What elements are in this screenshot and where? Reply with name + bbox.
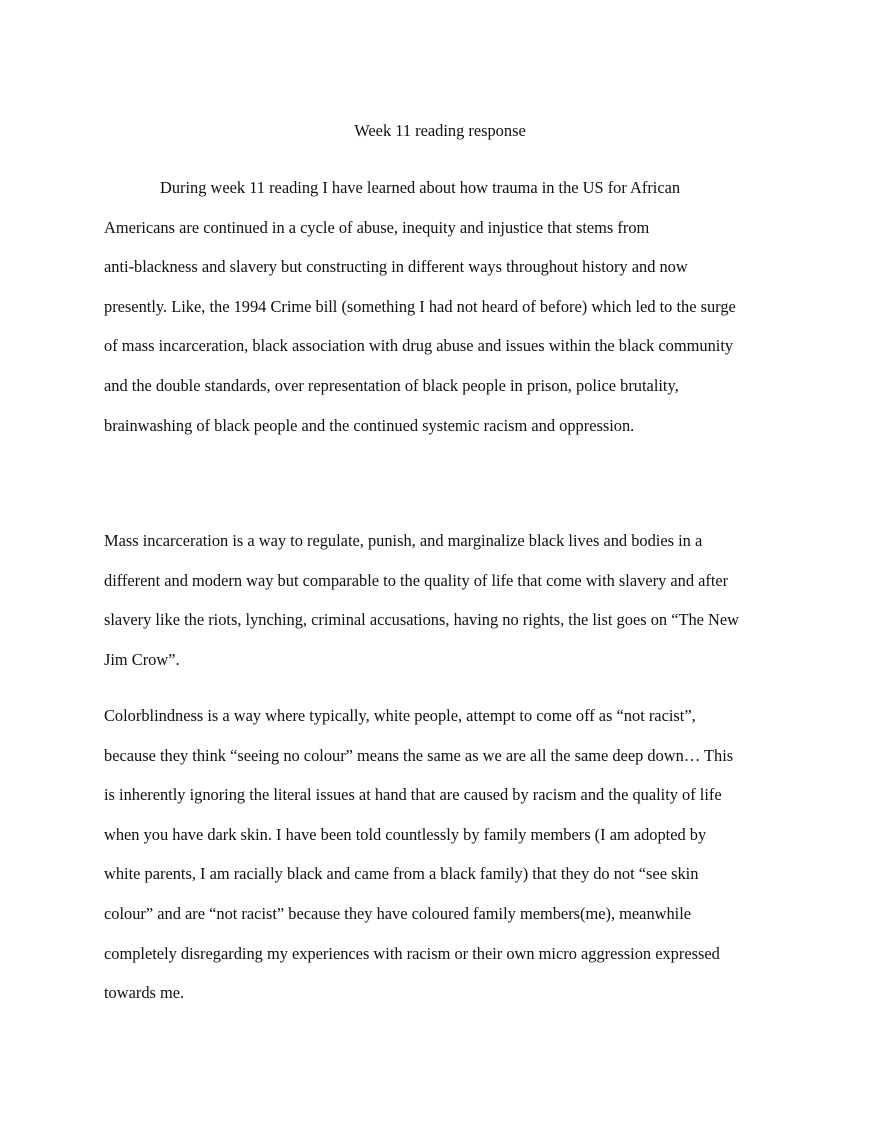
paragraph-line: Jim Crow”.	[104, 649, 180, 669]
paragraph-line: of mass incarceration, black association with drug abuse and issues within the black community	[104, 336, 734, 356]
paragraph-line: and the double standards, over representation of black people in prison, police brutality,	[104, 375, 679, 395]
paragraph-line: different and modern way but comparable to the quality of life that come with slavery and after	[104, 570, 729, 590]
paragraph-line: anti-blackness and slavery but constructing in different ways throughout history and now	[104, 257, 688, 277]
paragraph-line: because they think “seeing no colour” means the same as we are all the same deep down… This	[104, 745, 734, 765]
paragraph-line: Colorblindness is a way where typically, white people, attempt to come off as “not racist”,	[104, 706, 696, 725]
paragraph-week11-learning	[104, 178, 784, 455]
paragraph-colorblindness	[104, 706, 784, 1023]
paragraph-line: towards me.	[104, 983, 185, 1003]
paragraph-line: is inherently ignoring the literal issues at hand that are caused by racism and the quality of life	[104, 785, 722, 805]
paragraph-line: During week 11 reading I have learned about how trauma in the US for African	[160, 178, 681, 197]
paragraph-line: Mass incarceration is a way to regulate, punish, and marginalize black lives and bodies in a	[104, 531, 703, 550]
paragraph-line: completely disregarding my experiences with racism or their own micro aggression expressed	[104, 943, 720, 963]
paragraph-line: presently. Like, the 1994 Crime bill (something I had not heard of before) which led to the surge	[104, 296, 736, 316]
paragraph-line: brainwashing of black people and the continued systemic racism and oppression.	[104, 415, 635, 435]
paragraph-line: white parents, I am racially black and came from a black family) that they do not “see skin	[104, 864, 699, 884]
paragraph-line: colour” and are “not racist” because they have coloured family members(me), meanwhile	[104, 903, 692, 923]
paragraph-mass-incarceration	[104, 531, 784, 689]
paragraph-line: slavery like the riots, lynching, criminal accusations, having no rights, the list goes on “The New	[104, 610, 739, 630]
paragraph-line: when you have dark skin. I have been told countlessly by family members (I am adopted by	[104, 824, 707, 844]
paragraph-line: Americans are continued in a cycle of abuse, inequity and injustice that stems from	[104, 217, 650, 237]
document-title: Week 11 reading response	[354, 121, 526, 140]
